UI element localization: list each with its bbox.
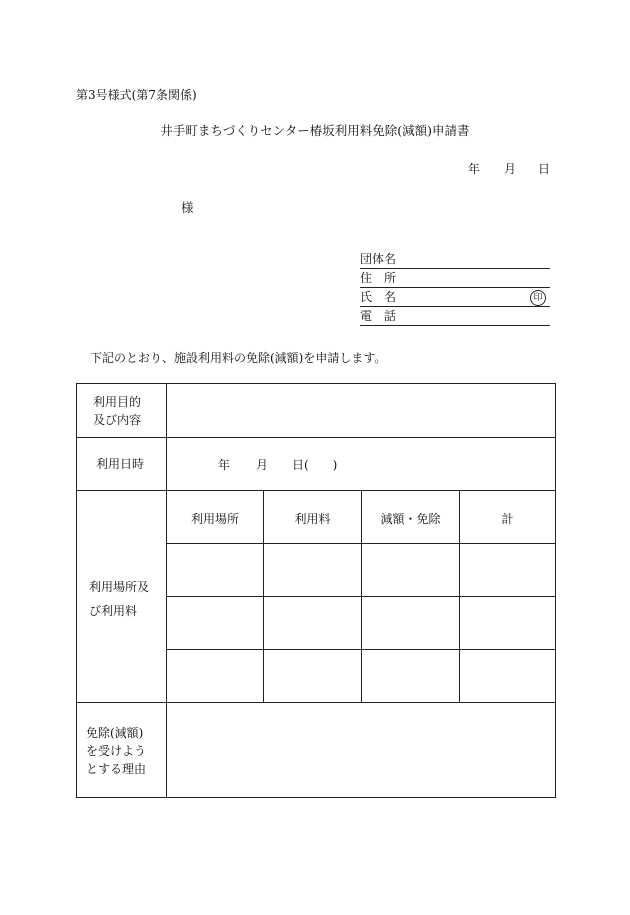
phone-field[interactable]	[360, 307, 550, 326]
reason-label: 免除(減額) を受けよう とする理由	[86, 726, 147, 776]
column-header-place: 利用場所	[190, 512, 239, 526]
form-number: 第3号様式(第7条関係)	[76, 88, 197, 102]
address-label: 住 所	[360, 271, 397, 285]
column-header-total: 計	[501, 512, 514, 526]
datetime-year: 年	[218, 458, 231, 472]
purpose-label: 利用目的 及び内容	[93, 395, 142, 427]
reason-input[interactable]	[167, 703, 555, 797]
application-table	[76, 383, 556, 798]
name-label: 氏 名	[360, 290, 397, 304]
seal-mark: 印	[530, 290, 546, 306]
row-divider	[77, 437, 555, 438]
datetime-label: 利用日時	[96, 457, 145, 471]
intro-text: 下記のとおり、施設利用料の免除(減額)を申請します。	[90, 351, 387, 365]
place-fee-label: 利用場所及 び利用料	[89, 580, 150, 618]
organization-label: 団体名	[360, 252, 397, 266]
name-field[interactable]	[360, 288, 550, 307]
datetime-month: 月	[256, 458, 269, 472]
date-year-label: 年	[468, 162, 481, 176]
column-header-reduction: 減額・免除	[380, 512, 441, 526]
column-header-fee: 利用料	[294, 512, 331, 526]
phone-label: 電 話	[360, 309, 397, 323]
purpose-input[interactable]	[167, 384, 555, 437]
addressee-suffix: 様	[181, 200, 194, 215]
date-month-label: 月	[504, 162, 517, 176]
datetime-day: 日( )	[292, 458, 338, 472]
date-day-label: 日	[538, 162, 551, 176]
address-field[interactable]	[360, 269, 550, 288]
organization-field[interactable]	[360, 250, 550, 269]
document-title: 井手町まちづくりセンター椿坂利用料免除(減額)申請書	[160, 123, 470, 138]
row-divider	[77, 490, 555, 491]
